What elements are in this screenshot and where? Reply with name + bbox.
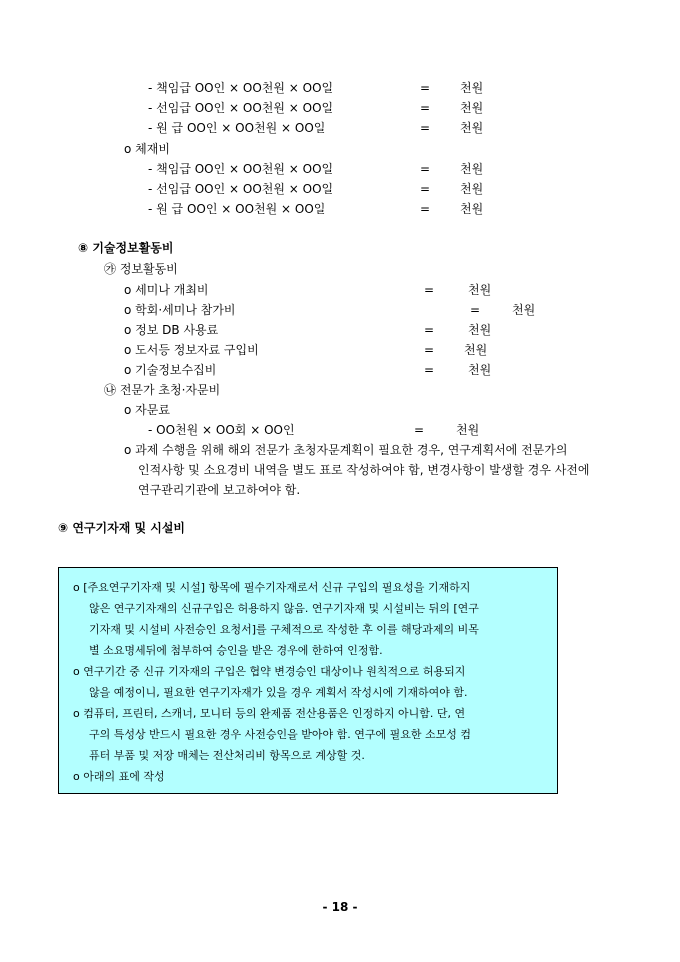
notice-line: o [주요연구기자재 및 시설] 항목에 필수기자재로서 신규 구입의 필요성을 기재하지 — [73, 581, 471, 594]
item-db-fee: o 정보 DB 사용료 — [124, 323, 219, 337]
equals-sign: = — [470, 303, 481, 317]
section-8-title: ⑧ 기술정보활동비 — [78, 241, 174, 255]
notice-line: 기자재 및 시설비 사전승인 요청서]를 구체적으로 작성한 후 이를 해당과제의 비목 — [89, 623, 479, 636]
item-books: o 도서등 정보자료 구입비 — [124, 343, 259, 357]
item-tech-info: o 기술정보수집비 — [124, 363, 217, 377]
equals-sign: = — [420, 202, 431, 216]
equals-sign: = — [420, 162, 431, 176]
equals-sign: = — [414, 423, 425, 437]
page-number: - 18 - — [322, 900, 358, 914]
notice-line: 퓨터 부품 및 저장 매체는 전산처리비 항목으로 계상할 것. — [89, 749, 365, 762]
consulting-fee-formula: - OO천원 × OO회 × OO인 — [148, 423, 295, 437]
equals-sign: = — [420, 182, 431, 196]
equals-sign: = — [420, 81, 431, 95]
unit-label: 천원 — [460, 121, 484, 135]
unit-label: 천원 — [468, 283, 492, 297]
note-line: o 과제 수행을 위해 해외 전문가 초청자문계획이 필요한 경우, 연구계획서에 전문가의 — [124, 443, 568, 457]
notice-line: o 아래의 표에 작성 — [73, 770, 165, 783]
labor-item-associate: - 선임급 OO인 × OO천원 × OO일 — [148, 101, 334, 115]
stay-item-staff: - 원 급 OO인 × OO천원 × OO일 — [148, 202, 326, 216]
notice-box — [58, 567, 558, 794]
equals-sign: = — [424, 363, 435, 377]
stay-expense-title: o 체재비 — [124, 142, 170, 156]
subsection-expert-invite: ㉯ 전문가 초청·자문비 — [104, 383, 221, 397]
unit-label: 천원 — [468, 323, 492, 337]
section-9-title: ⑨ 연구기자재 및 시설비 — [58, 521, 186, 535]
unit-label: 천원 — [460, 101, 484, 115]
notice-line: 않을 예정이니, 필요한 연구기자재가 있을 경우 계획서 작성시에 기재하여야 함. — [89, 686, 468, 699]
equals-sign: = — [424, 283, 435, 297]
notice-line: 구의 특성상 반드시 필요한 경우 사전승인을 받아야 함. 연구에 필요한 소모성 컴 — [89, 728, 471, 741]
unit-label: 천원 — [512, 303, 536, 317]
item-conference-fee: o 학회·세미나 참가비 — [124, 303, 236, 317]
notice-line: o 연구기간 중 신규 기자재의 구입은 협약 변경승인 대상이나 원칙적으로 허용되지 — [73, 665, 466, 678]
notice-line: 않은 연구기자재의 신규구입은 허용하지 않음. 연구기자재 및 시설비는 뒤의 [연구 — [89, 602, 479, 615]
equals-sign: = — [420, 121, 431, 135]
note-line: 연구관리기관에 보고하여야 함. — [138, 483, 301, 497]
equals-sign: = — [424, 323, 435, 337]
unit-label: 천원 — [456, 423, 480, 437]
labor-item-staff: - 원 급 OO인 × OO천원 × OO일 — [148, 121, 326, 135]
stay-item-associate: - 선임급 OO인 × OO천원 × OO일 — [148, 182, 334, 196]
unit-label: 천원 — [468, 363, 492, 377]
item-consulting-fee: o 자문료 — [124, 403, 170, 417]
equals-sign: = — [420, 101, 431, 115]
equals-sign: = — [424, 343, 435, 357]
unit-label: 천원 — [464, 343, 488, 357]
subsection-info-activity: ㉮ 정보활동비 — [104, 262, 178, 276]
item-seminar-hosting: o 세미나 개최비 — [124, 283, 209, 297]
unit-label: 천원 — [460, 202, 484, 216]
labor-item-senior: - 책임급 OO인 × OO천원 × OO일 — [148, 81, 334, 95]
unit-label: 천원 — [460, 81, 484, 95]
notice-line: o 컴퓨터, 프린터, 스캐너, 모니터 등의 완제품 전산용품은 인정하지 아니함. 단, 연 — [73, 707, 466, 720]
notice-line: 별 소요명세뒤에 첨부하여 승인을 받은 경우에 한하여 인정함. — [89, 644, 383, 657]
note-line: 인적사항 및 소요경비 내역을 별도 표로 작성하여야 함, 변경사항이 발생할 경우 사전에 — [138, 463, 590, 477]
unit-label: 천원 — [460, 162, 484, 176]
unit-label: 천원 — [460, 182, 484, 196]
stay-item-senior: - 책임급 OO인 × OO천원 × OO일 — [148, 162, 334, 176]
